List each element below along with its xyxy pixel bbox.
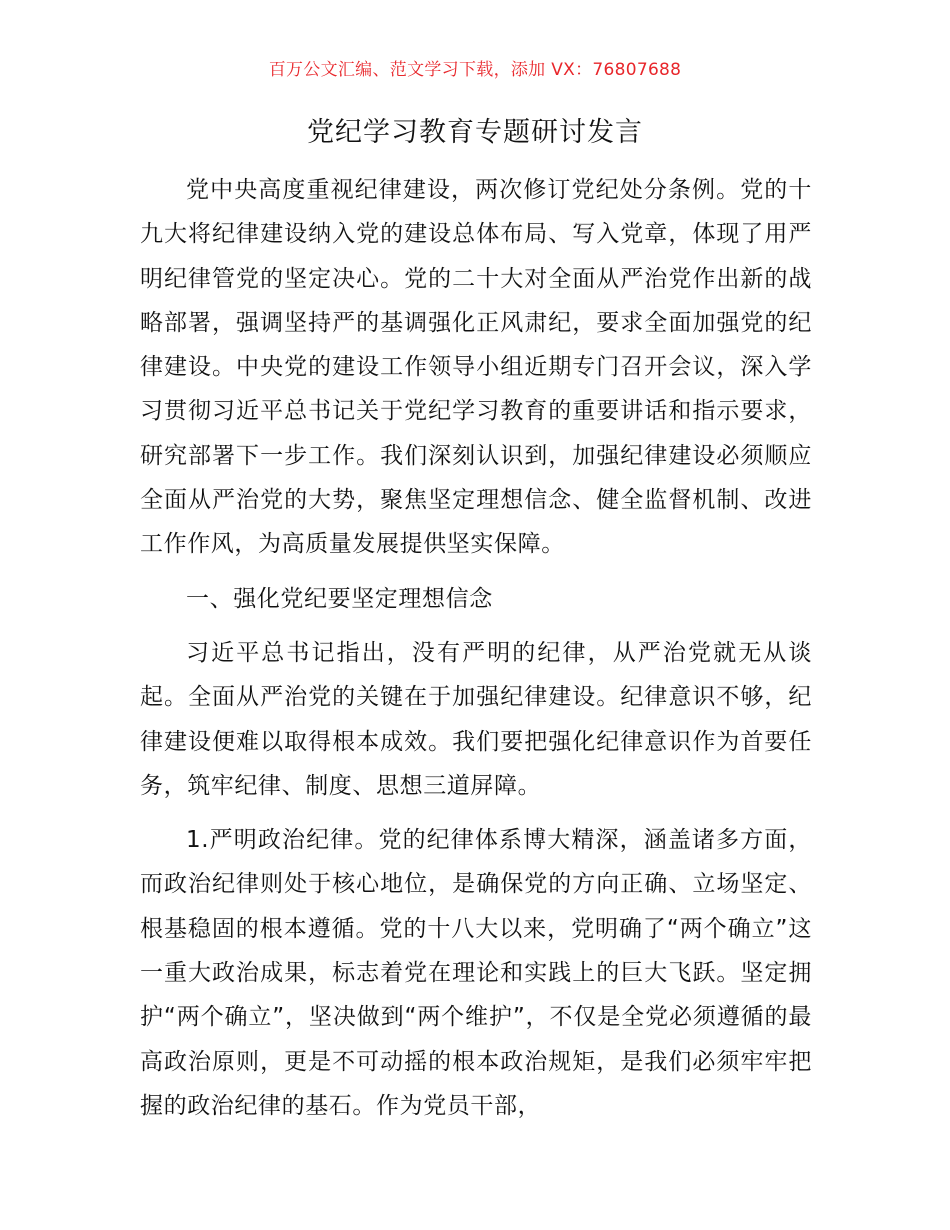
section-heading-1: 一、强化党纪要坚定理想信念 [186, 585, 493, 612]
paragraph-section-1: 习近平总书记指出，没有严明的纪律，从严治党就无从谈起。全面从严治党的关键在于加强纪律建设。纪律意识不够，纪律建设便难以取得根本成效。我们要把强化纪律意识作为首要任务，筑牢纪律、制度、思想三道屏障。 [140, 639, 812, 799]
watermark-header-note: 百万公文汇编、范文学习下载，添加 VX：76807688 [268, 60, 682, 80]
paragraph-political-discipline: 1.严明政治纪律。党的纪律体系博大精深，涵盖诸多方面，而政治纪律则处于核心地位，是确保党的方向正确、立场坚定、根基稳固的根本遵循。党的十八大以来，党明确了“两个确立”这一重大政治成果，标志着党在理论和实践上的巨大飞跃。坚定拥护“两个确立”，坚决做到“两个维护”，不仅是全党必须遵循的最高政治原则，更是不可动摇的根本政治规矩，是我们必须牢牢把握的政治纪律的基石。作为党员干部， [140, 827, 812, 1119]
document-title: 党纪学习教育专题研讨发言 [307, 117, 643, 148]
paragraph-intro: 党中央高度重视纪律建设，两次修订党纪处分条例。党的十九大将纪律建设纳入党的建设总体布局、写入党章，体现了用严明纪律管党的坚定决心。党的二十大对全面从严治党作出新的战略部署，强调坚持严的基调强化正风肃纪，要求全面加强党的纪律建设。中央党的建设工作领导小组近期专门召开会议，深入学习贯彻习近平总书记关于党纪学习教育的重要讲话和指示要求，研究部署下一步工作。我们深刻认识到，加强纪律建设必须顺应全面从严治党的大势，聚焦坚定理想信念、健全监督机制、改进工作作风，为高质量发展提供坚实保障。 [140, 177, 812, 558]
document-body [140, 168, 812, 1128]
